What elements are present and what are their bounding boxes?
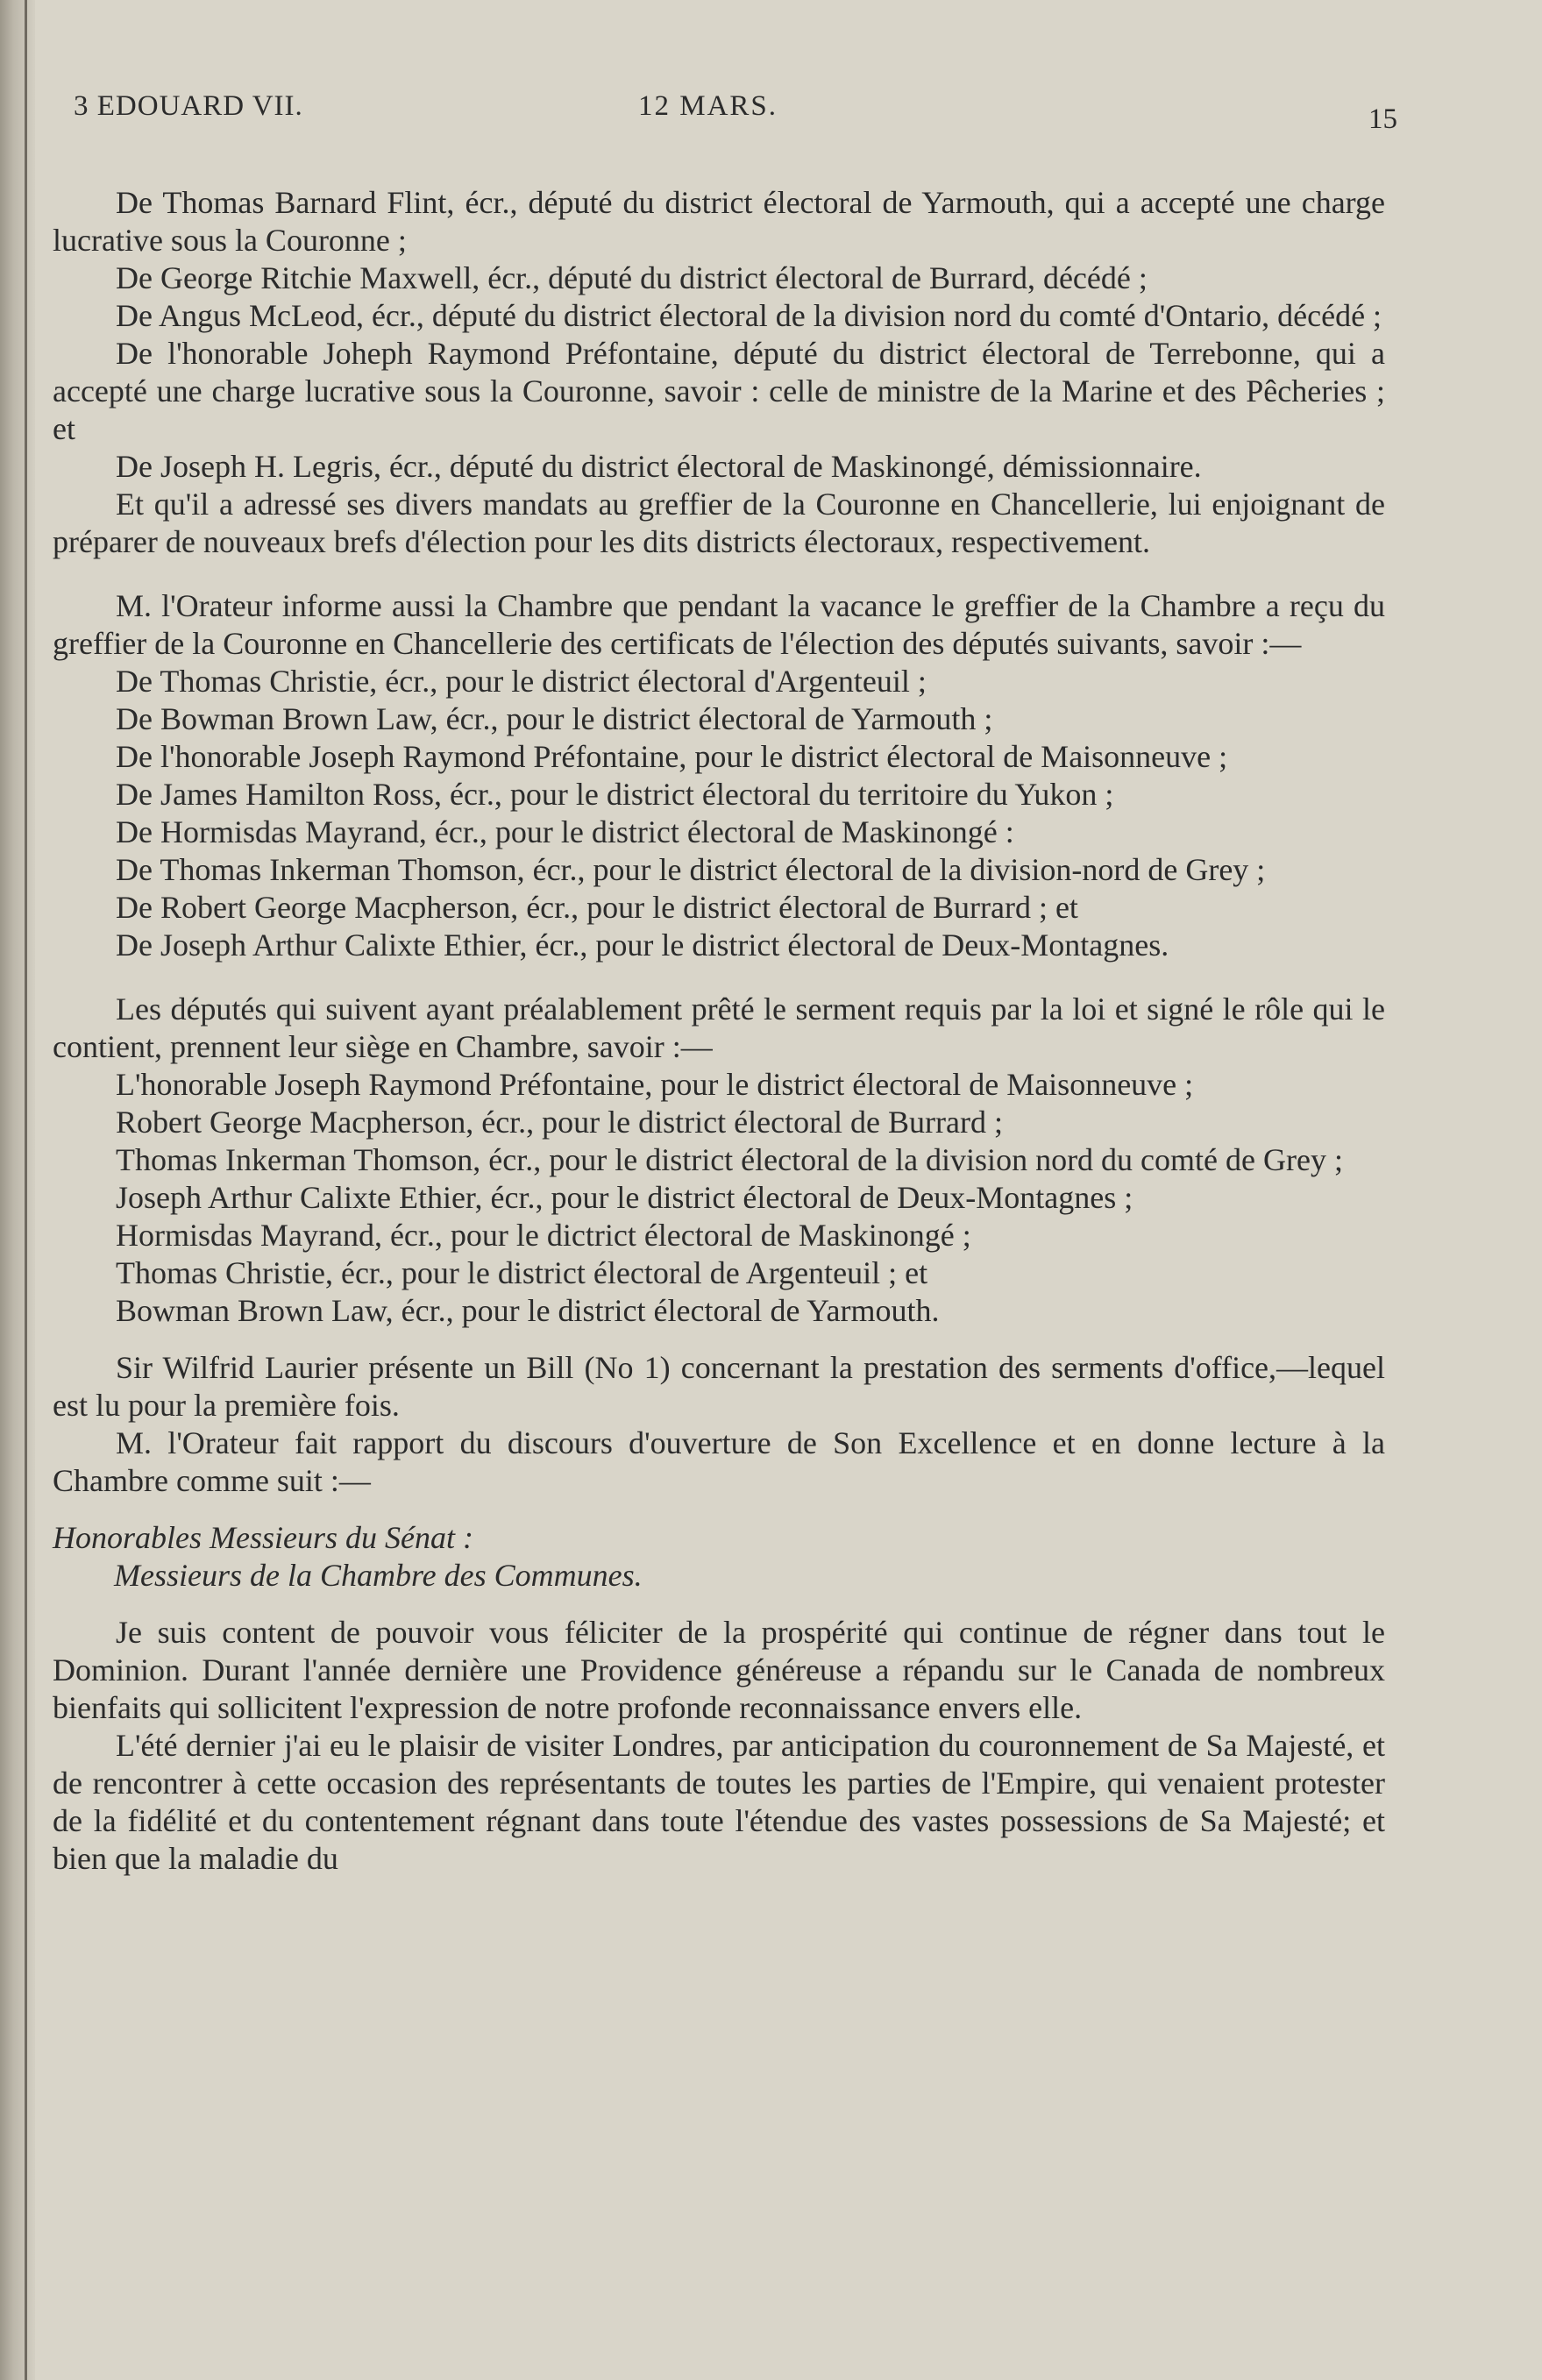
address-commons: Messieurs de la Chambre des Communes. bbox=[114, 1558, 643, 1593]
document-page bbox=[53, 61, 1397, 1878]
vacancy-item: De Joseph H. Legris, écr., député du district électoral de Maskinongé, démissionnaire. bbox=[116, 449, 1202, 484]
seats-list bbox=[53, 1066, 1385, 1330]
seat-item: Joseph Arthur Calixte Ethier, écr., pour le district électoral de Deux-Montagnes ; bbox=[116, 1180, 1133, 1215]
speech-paragraph: Je suis content de pouvoir vous féliciter de la prospérité qui continue de régner dans tout le Dominion. Durant l'année dernière une Providence généreuse a répandu sur le Canada de nombreux bienfaits qui sollicitent l'expression de notre profonde reconnaissance envers elle. bbox=[53, 1615, 1385, 1725]
address-senate: Honorables Messieurs du Sénat : bbox=[53, 1520, 473, 1555]
seat-item: Thomas Christie, écr., pour le district électoral de Argenteuil ; et bbox=[116, 1255, 928, 1290]
vacancy-item: De Thomas Barnard Flint, écr., député du district électoral de Yarmouth, qui a accepté une charge lucrative sous la Couronne ; bbox=[53, 185, 1385, 258]
bill-paragraph: Sir Wilfrid Laurier présente un Bill (No 1) concernant la prestation des serments d'office,—lequel est lu pour la première fois. bbox=[53, 1350, 1385, 1423]
certificate-item: De Bowman Brown Law, écr., pour le district électoral de Yarmouth ; bbox=[116, 701, 993, 736]
vacancy-item: De George Ritchie Maxwell, écr., député du district électoral de Burrard, décédé ; bbox=[116, 260, 1148, 295]
certificates-intro: M. l'Orateur informe aussi la Chambre que pendant la vacance le greffier de la Chambre a reçu du greffier de la Couronne en Chancellerie des certificats de l'élection des députés suivants, savoir :— bbox=[53, 588, 1385, 661]
header-regnal-year: 3 EDOUARD VII. bbox=[74, 90, 303, 122]
seat-item: Hormisdas Mayrand, écr., pour le dictrict électoral de Maskinongé ; bbox=[116, 1218, 971, 1253]
seat-item: Bowman Brown Law, écr., pour le district électoral de Yarmouth. bbox=[116, 1293, 940, 1328]
seat-item: L'honorable Joseph Raymond Préfontaine, pour le district électoral de Maisonneuve ; bbox=[116, 1067, 1194, 1102]
certificate-item: De James Hamilton Ross, écr., pour le district électoral du territoire du Yukon ; bbox=[116, 777, 1114, 812]
page-number: 15 bbox=[1368, 103, 1397, 135]
speech-intro: M. l'Orateur fait rapport du discours d'ouverture de Son Excellence et en donne lecture à la Chambre comme suit :— bbox=[53, 1425, 1385, 1498]
vacancy-item: De Angus McLeod, écr., député du district électoral de la division nord du comté d'Ontario, décédé ; bbox=[116, 298, 1382, 333]
vacancy-item: De l'honorable Joheph Raymond Préfontaine, député du district électoral de Terrebonne, qui a accepté une charge lucrative sous la Couronne, savoir : celle de ministre de la Marine et des Pêcheries ; et bbox=[53, 336, 1385, 446]
speech-body bbox=[53, 1614, 1385, 1878]
certificate-item: De Joseph Arthur Calixte Ethier, écr., pour le district électoral de Deux-Montagnes. bbox=[116, 927, 1169, 963]
seat-item: Thomas Inkerman Thomson, écr., pour le district électoral de la division nord du comté de Grey ; bbox=[116, 1142, 1343, 1177]
header-date: 12 MARS. bbox=[638, 90, 778, 122]
vacancies-list bbox=[53, 184, 1385, 561]
seats-intro: Les députés qui suivent ayant préalablement prêté le serment requis par la loi et signé le rôle qui le contient, prennent leur siège en Chambre, savoir :— bbox=[53, 991, 1385, 1064]
certificate-item: De l'honorable Joseph Raymond Préfontaine, pour le district électoral de Maisonneuve ; bbox=[116, 739, 1228, 774]
binding-edge bbox=[25, 0, 27, 2380]
certificates-list bbox=[53, 663, 1385, 964]
certificate-item: De Robert George Macpherson, écr., pour le district électoral de Burrard ; et bbox=[116, 890, 1078, 925]
running-header bbox=[53, 61, 1397, 140]
writs-paragraph: Et qu'il a adressé ses divers mandats au greffier de la Couronne en Chancellerie, lui enjoignant de préparer de nouveaux brefs d'élection pour les dits districts électoraux, respectivement. bbox=[53, 487, 1385, 559]
binding-gutter bbox=[0, 0, 35, 2380]
speech-address bbox=[53, 1519, 1385, 1595]
certificate-item: De Thomas Christie, écr., pour le district électoral d'Argenteuil ; bbox=[116, 664, 927, 699]
seat-item: Robert George Macpherson, écr., pour le district électoral de Burrard ; bbox=[116, 1105, 1003, 1140]
speech-paragraph: L'été dernier j'ai eu le plaisir de visiter Londres, par anticipation du couronnement de Sa Majesté, et de rencontrer à cette occasion des représentants de toutes les parties de l'Empire, qui venaient protester de la fidélité et du contentement régnant dans toute l'étendue des vastes possessions de Sa Majesté; et bien que la maladie du bbox=[53, 1728, 1385, 1876]
certificate-item: De Hormisdas Mayrand, écr., pour le district électoral de Maskinongé : bbox=[116, 814, 1014, 849]
certificate-item: De Thomas Inkerman Thomson, écr., pour le district électoral de la division-nord de Grey ; bbox=[116, 852, 1266, 887]
